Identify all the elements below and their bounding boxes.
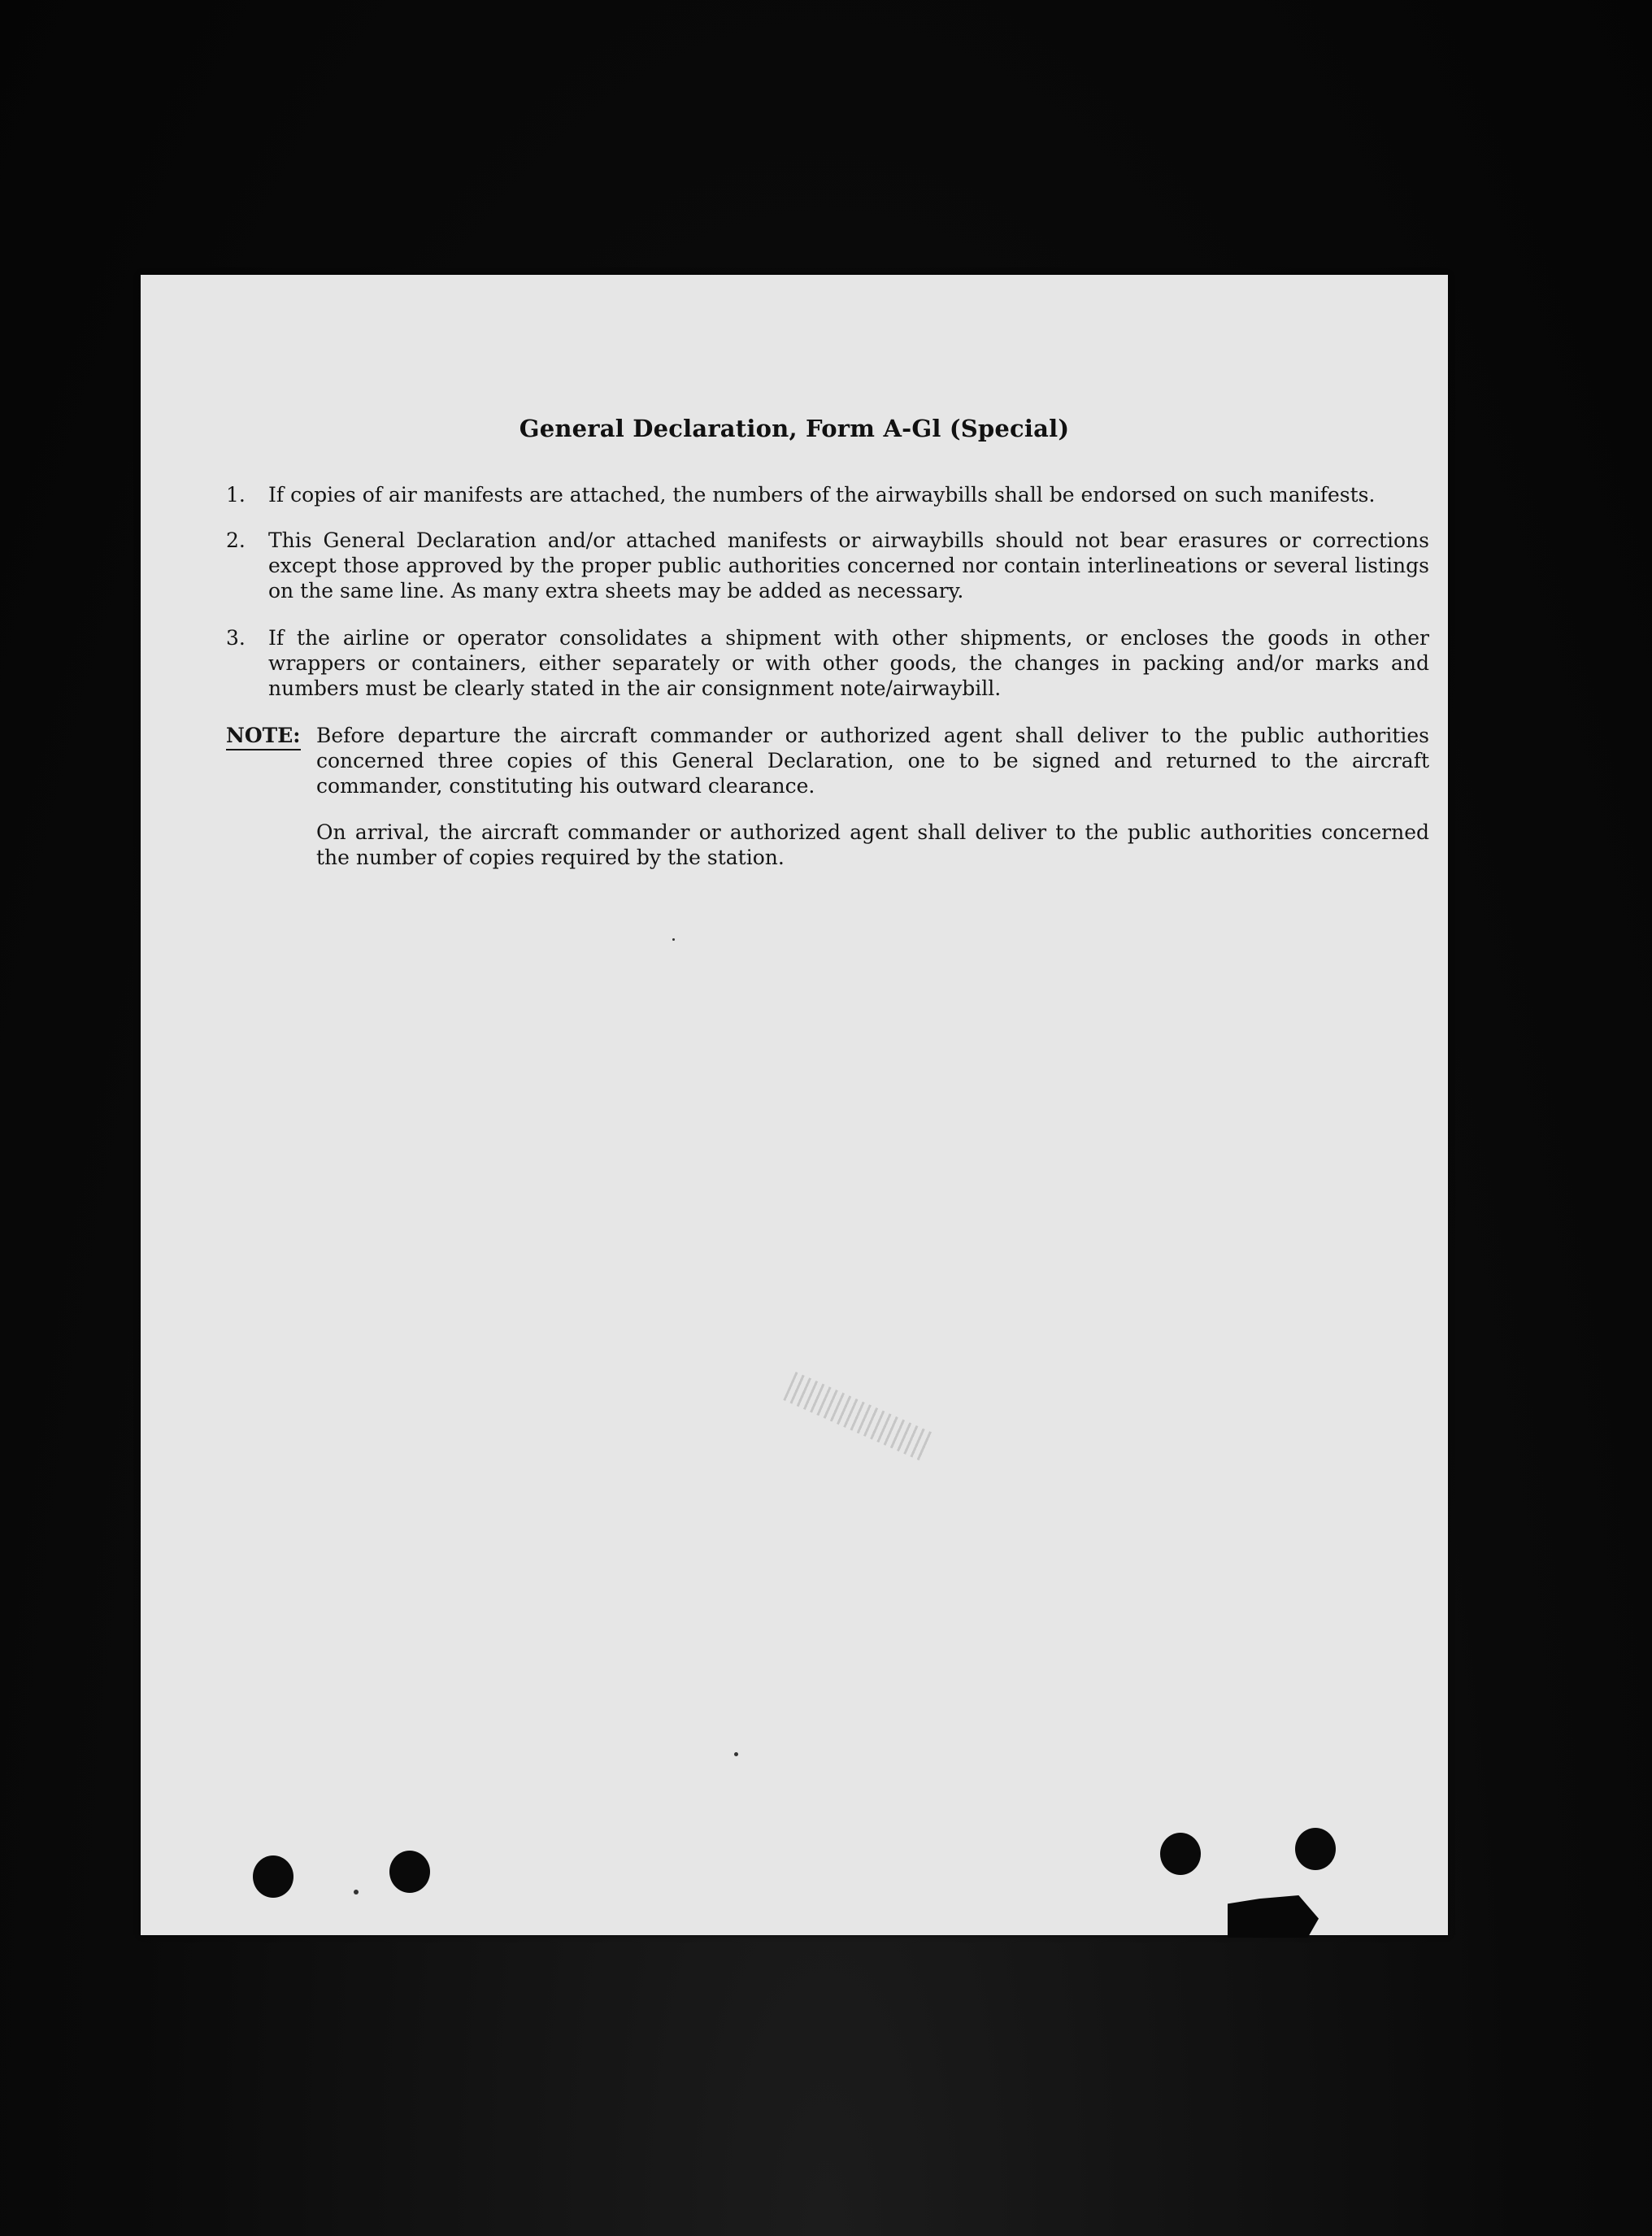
dust-speck: [672, 938, 675, 941]
note-paragraph-departure: Before departure the aircraft commander or authorized agent shall deliver to the public authorities concerned three copies of this General Declaration, one to be signed and returned to the aircraft commander, constituting his outward clearance.: [316, 724, 1429, 798]
instruction-item-1: [226, 482, 1429, 507]
note-paragraph-arrival: On arrival, the aircraft commander or authorized agent shall deliver to the public authorities concerned the number of copies required by the station.: [316, 820, 1429, 869]
ink-smudge: [783, 1372, 933, 1461]
punch-hole-left-2: [389, 1851, 430, 1893]
dust-speck: [354, 1890, 359, 1895]
note-label: NOTE:: [226, 723, 301, 750]
item-number: 3.: [226, 626, 246, 650]
item-number: 2.: [226, 529, 246, 552]
torn-corner: [1228, 1895, 1319, 1938]
punch-hole-right-2: [1295, 1828, 1336, 1870]
instruction-item-3: [226, 625, 1429, 701]
item-text: This General Declaration and/or attached manifests or airwaybills should not bear erasures or corrections except those approved by the proper public authorities concerned nor contain interlineations or several listings on the same line. As many extra sheets may be added as necessary.: [268, 529, 1429, 603]
item-text: If copies of air manifests are attached, the numbers of the airwaybills shall be endorsed on such manifests.: [268, 483, 1376, 507]
item-text: If the airline or operator consolidates a shipment with other shipments, or encloses the goods in other wrappers or containers, either separately or with other goods, the changes in packing and/or marks and numbers must be clearly stated in the air consignment note/airwaybill.: [268, 626, 1429, 700]
punch-hole-left-1: [253, 1855, 293, 1898]
dust-speck: [734, 1752, 738, 1756]
punch-hole-right-1: [1160, 1833, 1201, 1875]
item-number: 1.: [226, 483, 246, 507]
form-title: General Declaration, Form A-Gl (Special): [519, 415, 1070, 442]
instruction-item-2: [226, 528, 1429, 603]
document-page: [141, 275, 1448, 1935]
